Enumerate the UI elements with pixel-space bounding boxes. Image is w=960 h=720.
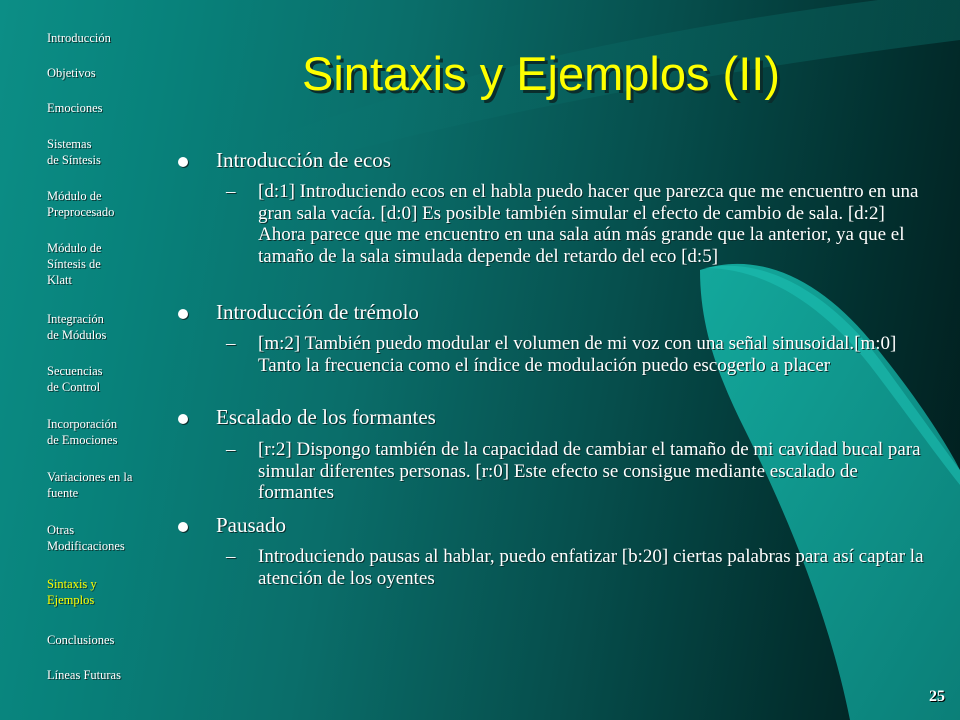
nav-item-incorporacion-emociones[interactable]: Incorporación de Emociones xyxy=(47,417,118,447)
dash-icon: – xyxy=(226,439,236,460)
dash-icon: – xyxy=(226,546,236,567)
nav-item-emociones[interactable]: Emociones xyxy=(47,101,103,115)
bullet-item xyxy=(178,405,898,433)
nav-item-variaciones-fuente[interactable]: Variaciones en la fuente xyxy=(47,470,133,500)
nav-item-sintaxis-ejemplos[interactable]: Sintaxis y Ejemplos xyxy=(47,577,97,607)
nav-item-otras-modificaciones[interactable]: Otras Modificaciones xyxy=(47,523,125,553)
bullet-item xyxy=(178,148,898,176)
dash-icon: – xyxy=(226,181,236,202)
bullet-heading: Introducción de trémolo xyxy=(216,300,419,324)
nav-item-lineas-futuras[interactable]: Líneas Futuras xyxy=(47,668,121,682)
sub-bullet-text: [r:2] Dispongo también de la capacidad de cambiar el tamaño de mi cavidad bucal para simular diferentes personas. [r:0] Este efecto se consigue mediante escalado de formantes xyxy=(258,439,921,503)
sub-bullet-text: Introduciendo pausas al hablar, puedo enfatizar [b:20] ciertas palabras para así captar la atención de los oyentes xyxy=(258,546,924,589)
nav-item-secuencias-control[interactable]: Secuencias de Control xyxy=(47,364,103,394)
nav-item-objetivos[interactable]: Objetivos xyxy=(47,66,96,80)
slide-title: Sintaxis y Ejemplos (II) xyxy=(302,47,780,100)
nav-item-modulo-sintesis-klatt[interactable]: Módulo de Síntesis de Klatt xyxy=(47,241,102,287)
bullet-dot-icon xyxy=(178,522,188,532)
nav-item-conclusiones[interactable]: Conclusiones xyxy=(47,633,115,647)
bullet-heading: Introducción de ecos xyxy=(216,148,391,172)
bullet-heading: Escalado de los formantes xyxy=(216,405,436,429)
bullet-heading: Pausado xyxy=(216,513,286,537)
nav-item-sistemas-de-sintesis[interactable]: Sistemas de Síntesis xyxy=(47,137,101,167)
nav-item-introduccion[interactable]: Introducción xyxy=(47,31,111,45)
nav-item-integracion-modulos[interactable]: Integración de Módulos xyxy=(47,312,107,342)
nav-item-modulo-preprocesado[interactable]: Módulo de Preprocesado xyxy=(47,189,115,219)
bullet-dot-icon xyxy=(178,157,188,167)
dash-icon: – xyxy=(226,333,236,354)
bullet-item xyxy=(178,513,898,541)
sub-bullet-text: [m:2] También puedo modular el volumen de mi voz con una señal sinusoidal.[m:0] Tanto la frecuencia como el índice de modulación puedo escogerlo a placer xyxy=(258,333,897,376)
bullet-item xyxy=(178,300,898,328)
bullet-dot-icon xyxy=(178,414,188,424)
page-number: 25 xyxy=(929,688,945,705)
sub-bullet-text: [d:1] Introduciendo ecos en el habla puedo hacer que parezca que me encuentro en una gran sala vacía. [d:0] Es posible también simular el efecto de cambio de sala. [d:2] Ahora parece que me encuentro en una sala aún más grande que la anterior, ya que el tamaño de la sala simulada depende del retardo del eco [d:5] xyxy=(258,181,919,267)
bullet-dot-icon xyxy=(178,309,188,319)
